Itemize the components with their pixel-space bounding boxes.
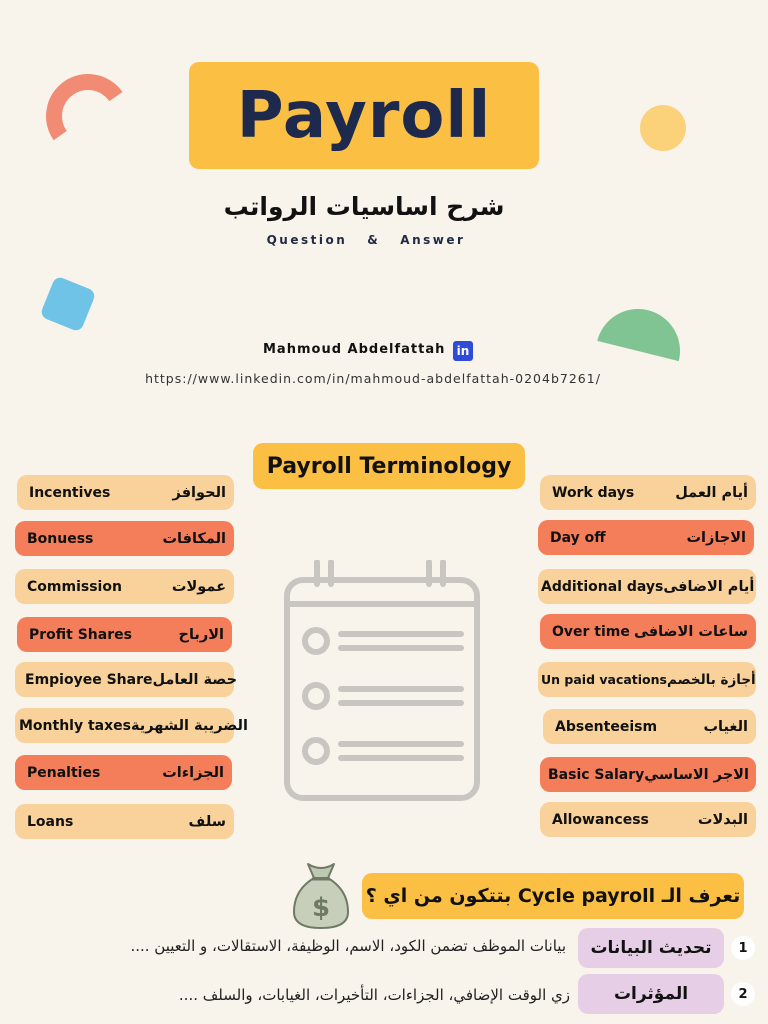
term-ar: عمولات <box>171 578 226 595</box>
svg-text:$: $ <box>311 893 331 923</box>
terminology-banner <box>253 443 525 489</box>
term-ar: حصة العامل <box>152 671 238 688</box>
author-name: Mahmoud Abdelfattah <box>263 342 446 357</box>
term-pill-monthly-taxes <box>15 708 248 743</box>
step-description: زي الوقت الإضافي، الجزاءات، التأخيرات، الغيابات، والسلف .... <box>178 986 570 1004</box>
term-pill-absenteeism <box>543 709 756 744</box>
term-ar: الاجازات <box>686 529 746 546</box>
term-ar: سلف <box>188 813 226 830</box>
terminology-title: Payroll Terminology <box>266 453 512 479</box>
calendar-icon <box>283 560 483 805</box>
term-pill-loans <box>15 804 234 839</box>
term-ar: الجزاءات <box>162 764 224 781</box>
term-en: Loans <box>27 813 74 830</box>
step-tag: تحديث البيانات <box>578 928 724 968</box>
term-pill-incentives <box>17 475 234 510</box>
step-number: 1 <box>731 936 755 960</box>
step-description: بيانات الموظف تضمن الكود، الاسم، الوظيفة، الاستقالات، و التعيين .... <box>130 937 566 955</box>
term-en: Work days <box>552 484 635 501</box>
term-en: Monthly taxes <box>19 717 131 734</box>
step-number: 2 <box>731 982 755 1006</box>
term-ar: الحوافز <box>172 484 226 501</box>
term-en: Commission <box>27 578 122 595</box>
term-en: Empioyee Share <box>25 671 153 688</box>
qa-caption: Question & Answer <box>266 233 466 247</box>
term-en: Profit Shares <box>29 626 132 643</box>
linkedin-icon[interactable]: in <box>453 341 473 361</box>
term-en: Bonuess <box>27 530 94 547</box>
term-en: Basic Salary <box>548 766 645 783</box>
page-title: Payroll <box>236 78 492 153</box>
term-pill-additional-days <box>538 569 756 604</box>
decorative-pink-arc <box>39 67 136 164</box>
term-pill-employee-share <box>15 662 238 697</box>
cycle-question: تعرف الـ Cycle payroll بتتكون من اي ؟ <box>365 885 741 907</box>
term-pill-allowances <box>540 802 756 837</box>
term-pill-penalties <box>15 755 232 790</box>
term-en: Penalties <box>27 764 101 781</box>
money-bag-icon <box>290 860 352 930</box>
decorative-green-semicircle <box>597 300 689 361</box>
term-pill-unpaid-vacations <box>538 662 756 697</box>
term-pill-work-days <box>540 475 756 510</box>
term-pill-commission <box>15 569 234 604</box>
term-pill-bonuess <box>15 521 234 556</box>
term-ar: ساعات الاضافى <box>633 623 748 640</box>
term-ar: البدلات <box>697 811 748 828</box>
term-ar: أيام الاضافى <box>663 578 755 595</box>
term-pill-profit-shares <box>17 617 232 652</box>
term-en: Incentives <box>29 484 111 501</box>
term-ar: الاجر الاساسي <box>644 766 749 783</box>
decorative-blue-square <box>39 275 96 332</box>
term-ar: الغياب <box>703 718 748 735</box>
term-en: Over time <box>552 623 630 640</box>
term-ar: الارباح <box>178 626 224 643</box>
term-ar: أيام العمل <box>675 484 748 501</box>
arabic-subtitle: شرح اساسيات الرواتب <box>223 192 505 221</box>
term-en: Day off <box>550 529 606 546</box>
cycle-question-banner <box>362 873 744 919</box>
profile-url[interactable]: https://www.linkedin.com/in/mahmoud-abdelfattah-0204b7261/ <box>145 371 601 386</box>
term-ar: الضريبة الشهرية <box>130 717 248 734</box>
decorative-yellow-dot <box>640 105 686 151</box>
term-en: Un paid vacations <box>541 672 667 687</box>
term-pill-basic-salary <box>540 757 756 792</box>
term-ar: أجازة بالخصم <box>666 671 756 688</box>
term-pill-over-time <box>540 614 756 649</box>
term-en: Additional days <box>541 578 664 595</box>
term-ar: المكافات <box>162 530 226 547</box>
title-banner <box>189 62 539 169</box>
term-en: Allowancess <box>552 811 649 828</box>
step-tag: المؤثرات <box>578 974 724 1014</box>
term-en: Absenteeism <box>555 718 658 735</box>
term-pill-day-off <box>538 520 754 555</box>
